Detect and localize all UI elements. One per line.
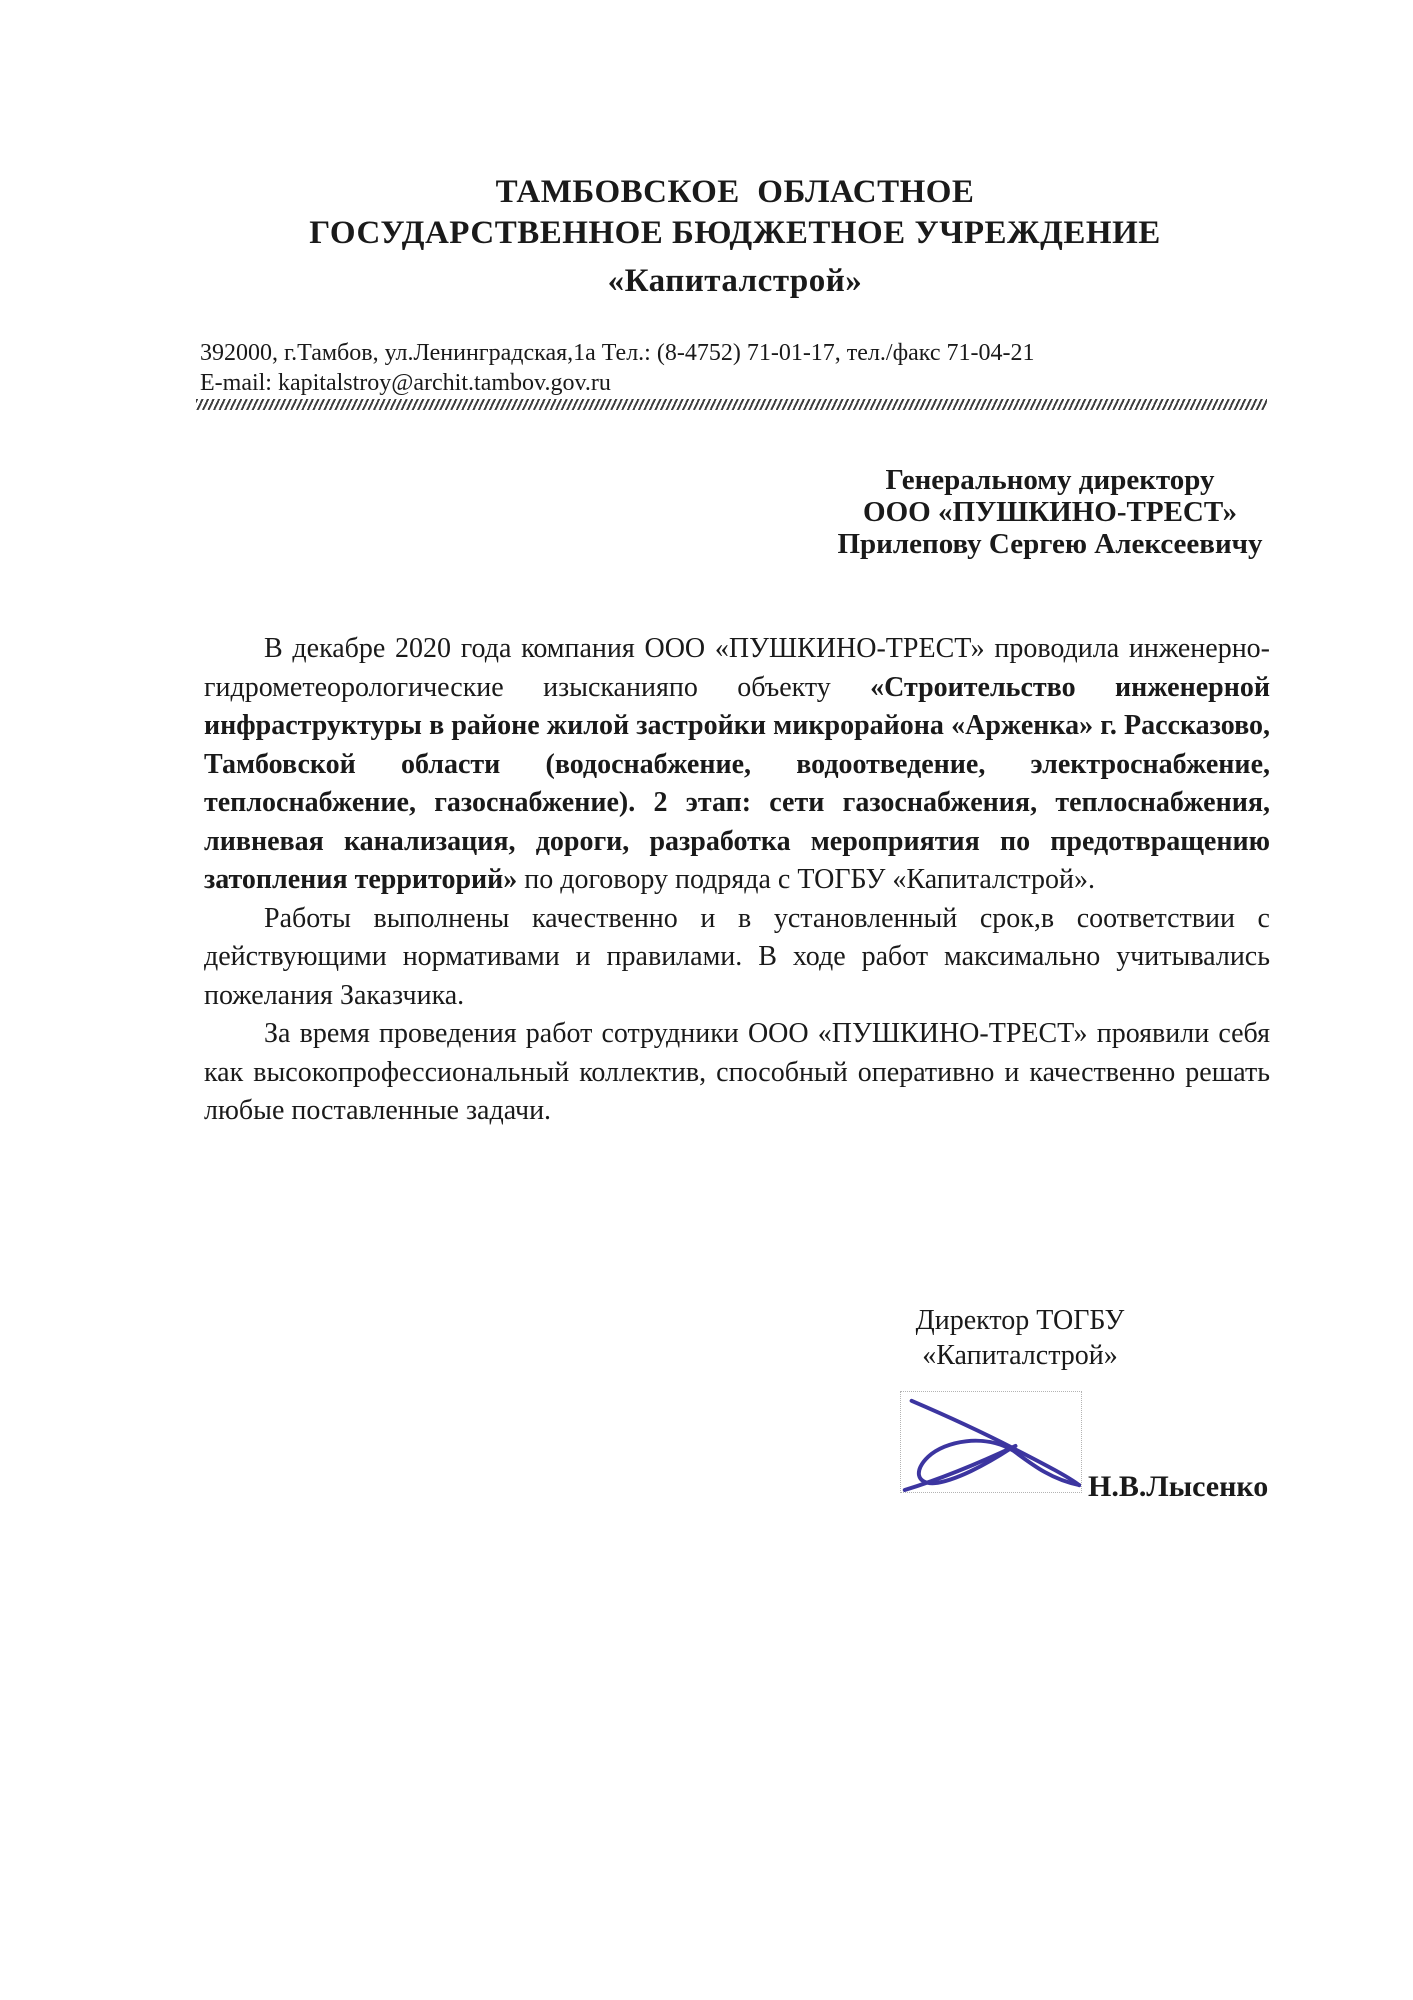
handwritten-signature: [900, 1391, 1082, 1493]
signatory-title-line-2: «Капиталстрой»: [922, 1340, 1118, 1371]
signatory-title-block: [860, 1303, 1180, 1373]
body-paragraph-2: [204, 900, 1270, 1016]
signatory-title-line-1: Директор ТОГБУ: [915, 1305, 1125, 1336]
contact-block: [200, 338, 1270, 398]
org-name-line-1: ТАМБОВСКОЕ ОБЛАСТНОЕ: [495, 174, 975, 210]
body-text-segment: Работы выполнены качественно и в установленный срок,в соответствии с действующими нормативами и правилами. В ходе работ максимально учитывались пожелания Заказчика.: [204, 902, 1270, 1011]
body-text-segment: по договору подряда с ТОГБУ «Капиталстрой».: [517, 864, 1095, 895]
org-name-line-3: «Капиталстрой»: [607, 263, 863, 299]
recipient-company: ООО «ПУШКИНО-ТРЕСТ»: [863, 496, 1237, 528]
email-line: E-mail: kapitalstroy@archit.tambov.gov.ru: [200, 370, 611, 396]
body-paragraph-1: [204, 630, 1270, 900]
body-paragraph-3: [204, 1015, 1270, 1131]
address-line: 392000, г.Тамбов, ул.Ленинградская,1а Тел.: (8-4752) 71-01-17, тел./факс 71-04-21: [200, 340, 1035, 366]
org-name-line-2: ГОСУДАРСТВЕННОЕ БЮДЖЕТНОЕ УЧРЕЖДЕНИЕ: [309, 215, 1161, 251]
signatory-name: Н.В.Лысенко: [1088, 1470, 1269, 1503]
org-name-block: [200, 172, 1270, 302]
recipient-position: Генеральному директору: [885, 464, 1215, 496]
body-text-segment: В декабре 2020 года компания ООО «ПУШКИНО-ТРЕСТ» проводила инженерно-гидрометеорологические изысканияпо объекту: [204, 633, 1270, 703]
signature-scribble-icon: [901, 1392, 1081, 1492]
letter-body: [204, 630, 1270, 1131]
hatched-divider: [196, 399, 1267, 410]
body-text-bold-segment: «Строительство инженерной инфраструктуры в районе жилой застройки микрорайона «Арженка» г. Рассказово, Тамбовской области (водоснабжение, водоотведение, электроснабжение, теплоснабжение, газоснабжение). 2 этап: сети газоснабжения, теплоснабжения, ливневая канализация, дороги, разработка мероприятия по предотвращению затопления территорий»: [204, 671, 1270, 895]
body-text-segment: За время проведения работ сотрудники ООО «ПУШКИНО-ТРЕСТ» проявили себя как высокопрофессиональный коллектив, способный оперативно и качественно решать любые поставленные задачи.: [204, 1018, 1270, 1126]
recipient-person: Прилепову Сергею Алексеевичу: [837, 528, 1263, 560]
recipient-block: [830, 464, 1270, 560]
